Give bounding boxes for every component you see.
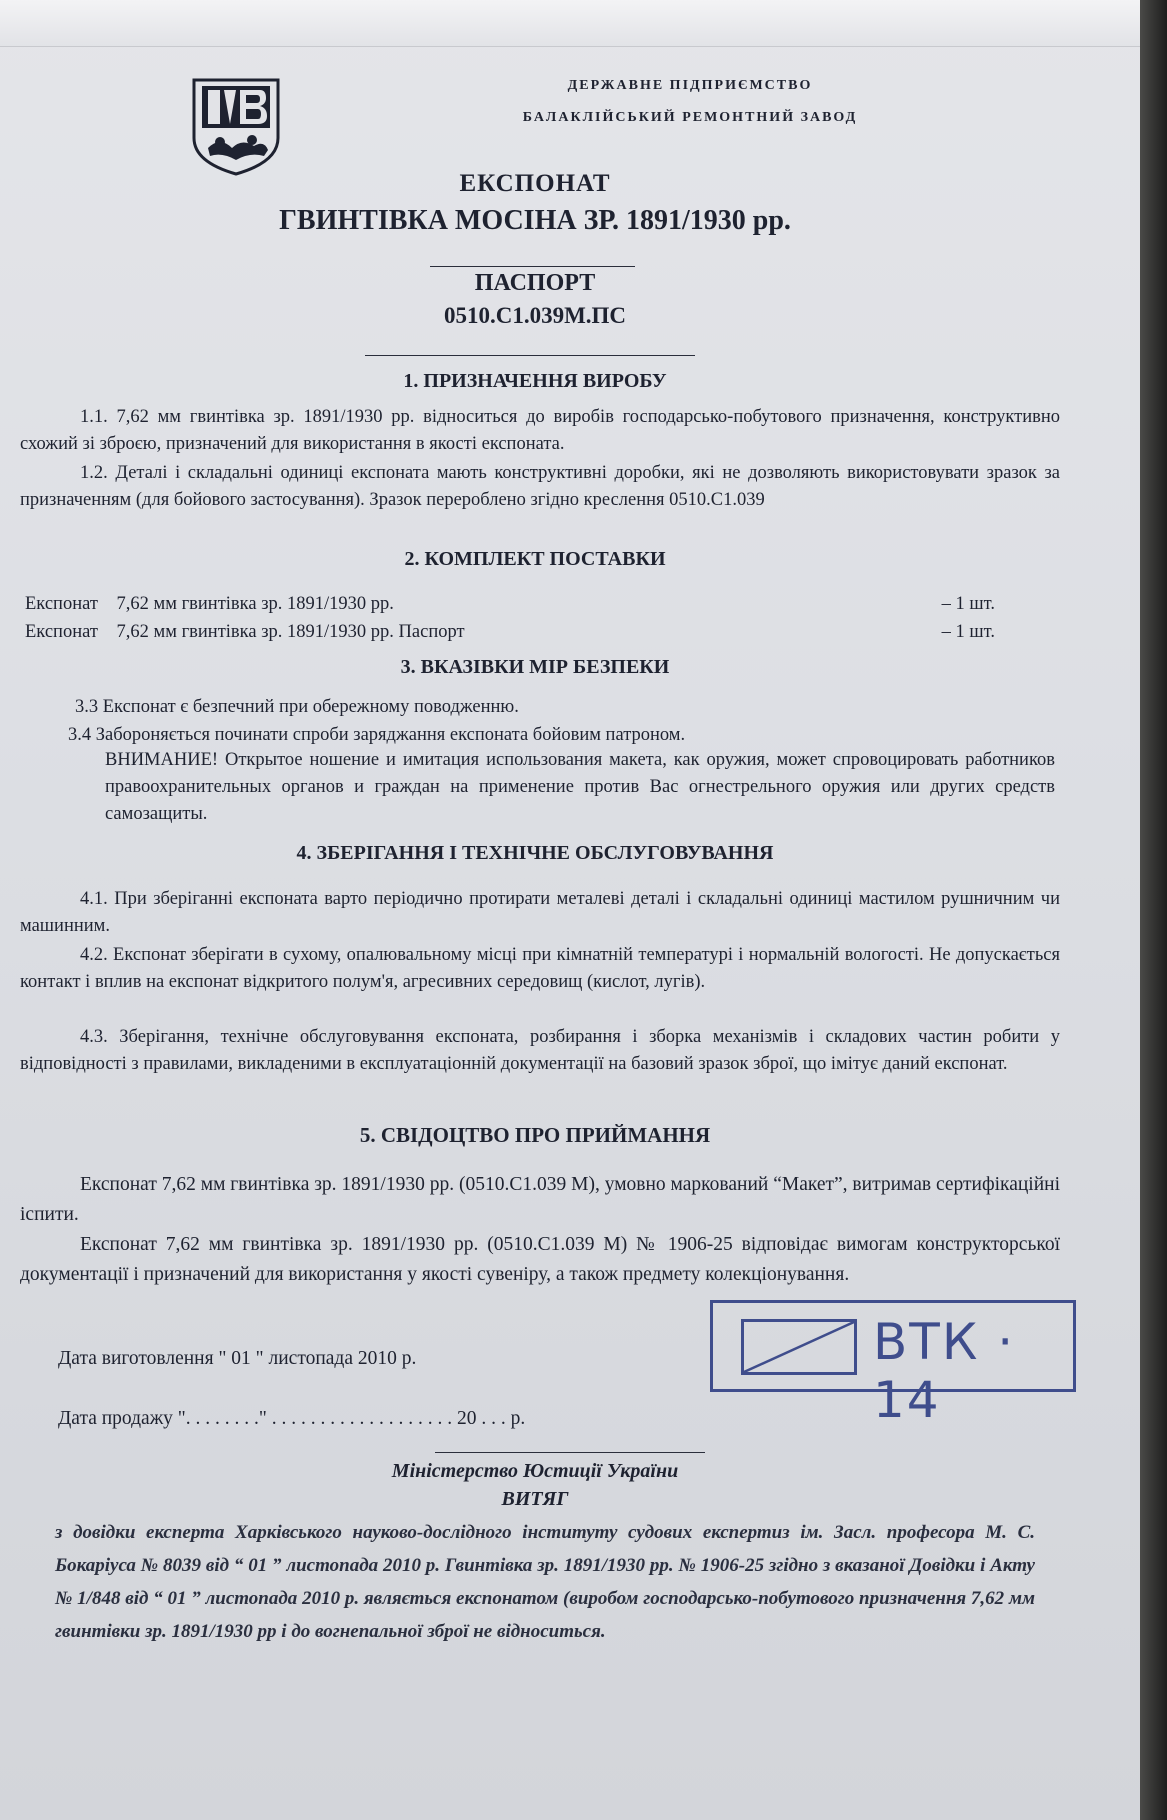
manufacture-date: Дата виготовлення " 01 " листопада 2010 р. (58, 1348, 417, 1369)
passport-code: 0510.С1.039М.ПС (443, 303, 627, 328)
page-top-band (0, 0, 1140, 47)
section4-paragraph2: 4.2. Експонат зберігати в сухому, опалювальному місці при кімнатній температурі і нормальній вологості. Не допускається контакт і вплив на експонат відкритого полум'я, агресивних середовищ (кислот, лугів). (20, 945, 1060, 992)
extract-divider (435, 1452, 705, 1453)
enterprise-name: БАЛАКЛІЙСЬКИЙ РЕМОНТНИЙ ЗАВОД (522, 110, 858, 125)
section5-paragraph1: Експонат 7,62 мм гвинтівка зр. 1891/1930 рр. (0510.С1.039 М), умовно маркований “Макет”, витримав сертифікаційні іспити. (20, 1174, 1060, 1225)
supply-row-1-label: Експонат (25, 594, 98, 614)
supply-row-2 (25, 622, 995, 643)
document-title-line1: ЕКСПОНАТ (459, 170, 611, 197)
sale-date: Дата продажу ". . . . . . . ." . . . . . . . . . . . . . . . . . . . 20 . . . р. (58, 1408, 526, 1429)
section5-paragraph2: Експонат 7,62 мм гвинтівка зр. 1891/1930 рр. (0510.С1.039 М) № 1906-25 відповідає вимогам конструкторської документації і призначений для використання у якості сувеніру, а також предмету колекціонування. (20, 1234, 1060, 1285)
section3-heading: 3. ВКАЗІВКИ МІР БЕЗПЕКИ (400, 656, 670, 678)
section5-heading: 5. СВІДОЦТВО ПРО ПРИЙМАННЯ (359, 1123, 711, 1147)
quality-control-stamp (710, 1300, 1076, 1429)
supply-row-1 (25, 594, 995, 615)
stamp-diagonal-icon (744, 1322, 854, 1372)
stamp-text: ВТК · 14 (873, 1313, 1016, 1429)
section4-paragraph1: 4.1. При зберіганні експоната варто періодично протирати металеві деталі і складальні одиниці мастилом рушничним чи машинним. (20, 889, 1060, 936)
supply-row-2-qty: – 1 шт. (941, 622, 995, 642)
section1-paragraph1: 1.1. 7,62 мм гвинтівка зр. 1891/1930 рр. відноситься до виробів господарсько-побутового призначення, конструктивно схожий зі зброєю, призначений для використання в якості експоната. (20, 407, 1060, 454)
supply-row-1-qty: – 1 шт. (941, 594, 995, 614)
title-divider (430, 266, 635, 267)
supply-row-2-item: 7,62 мм гвинтівка зр. 1891/1930 рр. Паспорт (116, 622, 465, 642)
supply-row-1-item: 7,62 мм гвинтівка зр. 1891/1930 рр. (116, 594, 394, 614)
extract-heading: ВИТЯГ (501, 1488, 569, 1510)
section4-paragraph3: 4.3. Зберігання, технічне обслуговування експоната, розбирання і зборка механізмів і складових частин робити у відповідності з правилами, викладеними в експлуатаціонній документації на базовий зразок зброї, що імітує даний експонат. (20, 1027, 1060, 1074)
document-title-line2: ГВИНТІВКА МОСІНА ЗР. 1891/1930 рр. (279, 205, 791, 236)
ministry-name: Міністерство Юстиції України (391, 1460, 679, 1482)
page-edge-shadow (1140, 0, 1167, 1820)
section3-paragraph2: 3.4 Забороняється починати спроби заряджання експоната бойовим патроном. (68, 725, 686, 745)
stamp-inner-box (741, 1319, 857, 1375)
section1-paragraph2: 1.2. Деталі і складальні одиниці експоната мають конструктивні доробки, які не дозволяють використовувати зразок за призначенням (для бойового застосування). Зразок перероблено згідно креслення 0510.С1.039 (20, 463, 1060, 510)
extract-text: з довідки експерта Харківського науково-дослідного інституту судових експертиз ім. Засл. професора М. С. Бокаріуса № 8039 від “ 01 ” листопада 2010 р. Гвинтівка зр. 1891/1930 рр. № 1906-25 згідно з вказаної Довідки і Акту № 1/848 від “ 01 ” листопада 2010 р. являється експонатом (виробом господарсько-побутового призначення 7,62 мм гвинтівки зр. 1891/1930 рр і до вогнепальної зброї не відноситься. (55, 1522, 1035, 1642)
passport-heading: ПАСПОРТ (474, 270, 596, 296)
section3-warning: ВНИМАНИЕ! Открытое ношение и имитация использования макета, как оружия, может спровоцировать работников правоохранительных органов и граждан на применение против Вас огнестрельного оружия или других средств самозащиты. (105, 750, 1055, 824)
section3-paragraph1: 3.3 Експонат є безпечний при обережному поводженню. (75, 697, 519, 717)
passport-divider (365, 355, 695, 356)
supply-row-2-label: Експонат (25, 622, 98, 642)
section4-heading: 4. ЗБЕРІГАННЯ І ТЕХНІЧНЕ ОБСЛУГОВУВАННЯ (296, 842, 774, 864)
section1-heading: 1. ПРИЗНАЧЕННЯ ВИРОБУ (403, 370, 667, 392)
section2-heading: 2. КОМПЛЕКТ ПОСТАВКИ (404, 548, 666, 570)
enterprise-type: ДЕРЖАВНЕ ПІДПРИЄМСТВО (567, 78, 813, 93)
factory-emblem-icon (190, 76, 282, 176)
